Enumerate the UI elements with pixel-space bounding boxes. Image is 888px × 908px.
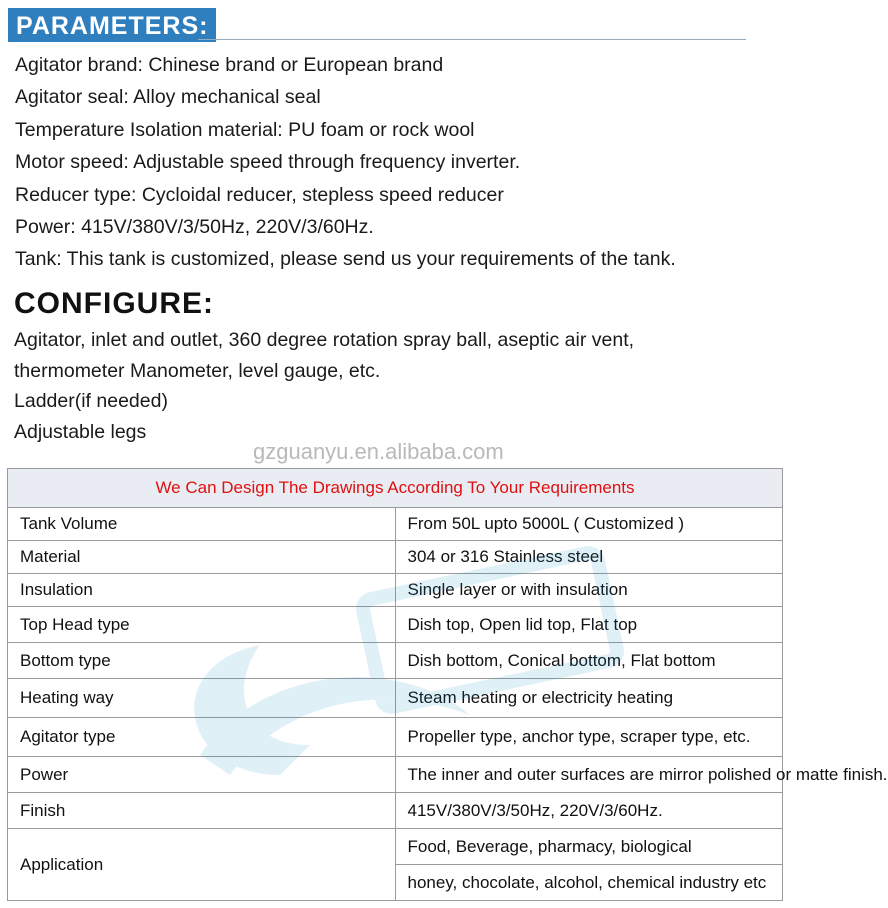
table-row	[8, 541, 783, 574]
row-key: Material	[8, 541, 396, 574]
row-value: Food, Beverage, pharmacy, biological	[395, 829, 783, 865]
table-banner: We Can Design The Drawings According To Your Requirements	[8, 469, 783, 508]
param-line: Agitator brand: Chinese brand or European brand	[15, 54, 444, 76]
row-value: Single layer or with insulation	[395, 574, 783, 607]
row-key: Tank Volume	[8, 508, 396, 541]
parameters-header	[8, 8, 746, 42]
row-value: The inner and outer surfaces are mirror polished or matte finish.	[395, 757, 783, 793]
config-line: thermometer Manometer, level gauge, etc.	[14, 359, 381, 382]
row-key: Application	[8, 829, 396, 901]
row-value: 415V/380V/3/50Hz, 220V/3/60Hz.	[395, 793, 783, 829]
row-key: Top Head type	[8, 607, 396, 643]
table-row	[8, 829, 783, 865]
table-row	[8, 679, 783, 718]
param-line: Motor speed: Adjustable speed through frequency inverter.	[15, 151, 521, 174]
config-line: Ladder(if needed)	[14, 390, 168, 413]
row-value: Propeller type, anchor type, scraper type, etc.	[395, 718, 783, 757]
configure-list	[14, 325, 634, 447]
watermark-url: gzguanyu.en.alibaba.com	[253, 439, 504, 464]
row-key: Heating way	[8, 679, 396, 718]
row-key: Bottom type	[8, 643, 396, 679]
row-value: 304 or 316 Stainless steel	[395, 541, 783, 574]
row-value: Dish bottom, Conical bottom, Flat bottom	[395, 643, 783, 679]
row-value: From 50L upto 5000L ( Customized )	[395, 508, 783, 541]
param-line: Power: 415V/380V/3/50Hz, 220V/3/60Hz.	[15, 215, 374, 238]
configure-heading: CONFIGURE:	[14, 287, 214, 320]
header-divider	[198, 39, 746, 40]
param-line: Agitator seal: Alloy mechanical seal	[15, 86, 321, 109]
param-line: Temperature Isolation material: PU foam or rock wool	[15, 118, 475, 141]
row-value: honey, chocolate, alcohol, chemical industry etc	[395, 865, 783, 901]
table-banner-row	[8, 469, 783, 508]
table-row	[8, 643, 783, 679]
row-key: Insulation	[8, 574, 396, 607]
table-row	[8, 508, 783, 541]
param-line: Tank: This tank is customized, please send us your requirements of the tank.	[15, 248, 676, 271]
table-row	[8, 718, 783, 757]
row-key: Agitator type	[8, 718, 396, 757]
parameters-heading: PARAMETERS:	[8, 8, 216, 42]
table-row	[8, 574, 783, 607]
table-row	[8, 757, 783, 793]
row-value: Steam heating or electricity heating	[395, 679, 783, 718]
config-line: Agitator, inlet and outlet, 360 degree rotation spray ball, aseptic air vent,	[14, 329, 635, 351]
table-row	[8, 607, 783, 643]
row-key: Power	[8, 757, 396, 793]
row-value: Dish top, Open lid top, Flat top	[395, 607, 783, 643]
table-row	[8, 793, 783, 829]
spec-table	[7, 468, 888, 901]
row-key: Finish	[8, 793, 396, 829]
config-line: Adjustable legs	[14, 420, 147, 443]
parameters-list	[15, 50, 676, 277]
param-line: Reducer type: Cycloidal reducer, stepless speed reducer	[15, 183, 504, 206]
